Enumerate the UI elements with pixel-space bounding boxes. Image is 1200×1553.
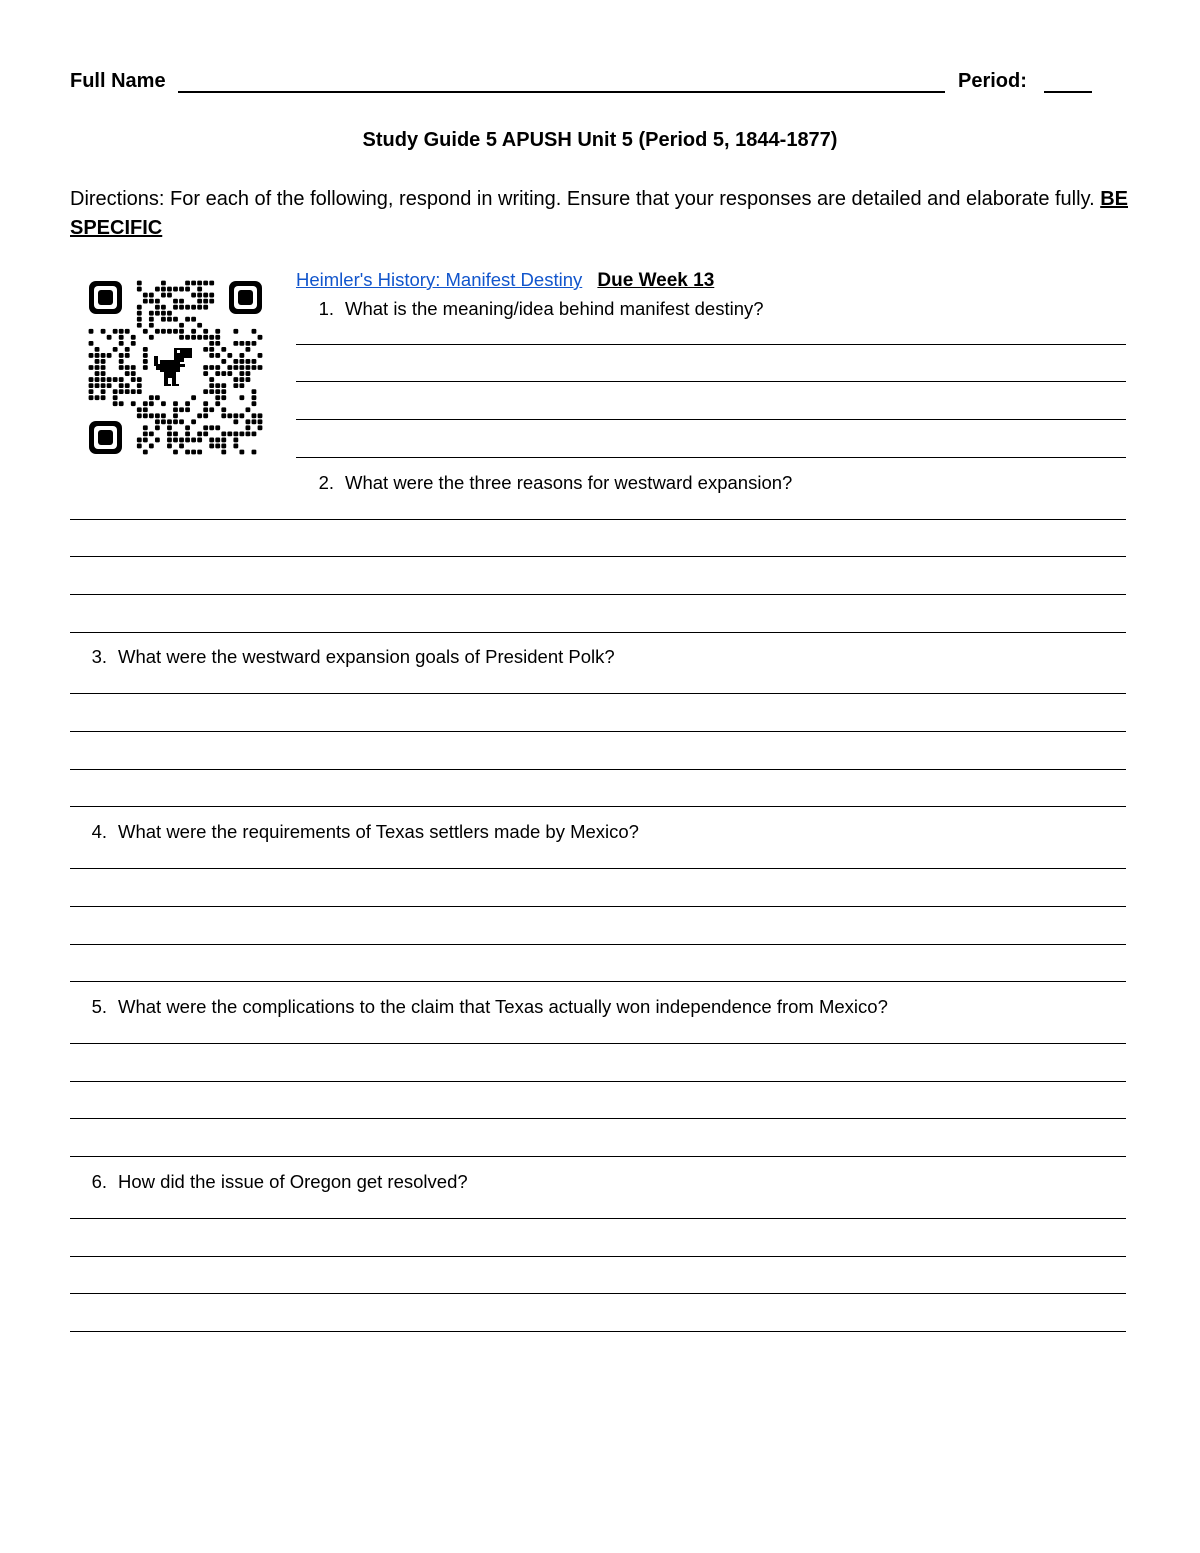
answer-line[interactable] [70, 806, 1126, 807]
directions-text: Directions: For each of the following, respond in writing. Ensure that your responses are detailed and elaborate fully. [70, 188, 1095, 210]
answer-line[interactable] [70, 594, 1126, 595]
answer-line[interactable] [70, 1218, 1126, 1219]
video-assignment [296, 269, 714, 292]
answer-line[interactable] [70, 632, 1126, 633]
question-number: 3. [91, 646, 107, 667]
answer-line[interactable] [70, 1156, 1126, 1157]
question-number: 5. [91, 996, 107, 1017]
period-field[interactable] [1044, 91, 1092, 93]
question-3 [73, 646, 615, 668]
answer-line[interactable] [70, 944, 1126, 945]
full-name-label: Full Name [70, 70, 166, 92]
answer-line[interactable] [296, 381, 1126, 382]
question-number: 6. [91, 1171, 107, 1192]
header-row [70, 70, 1130, 98]
qr-code [88, 280, 263, 455]
qr-finder-top-left [89, 281, 122, 314]
answer-line[interactable] [296, 419, 1126, 420]
answer-line[interactable] [296, 457, 1126, 458]
dinosaur-icon [150, 342, 200, 390]
answer-line[interactable] [70, 1118, 1126, 1119]
question-5 [73, 996, 888, 1018]
question-1 [300, 298, 764, 320]
qr-finder-bottom-left [89, 421, 122, 454]
answer-line[interactable] [70, 906, 1126, 907]
period-label: Period: [958, 70, 1027, 92]
answer-line[interactable] [70, 1293, 1126, 1294]
qr-finder-top-right [229, 281, 262, 314]
answer-line[interactable] [70, 1256, 1126, 1257]
question-text: What were the westward expansion goals of President Polk? [118, 646, 615, 667]
answer-line[interactable] [70, 1043, 1126, 1044]
directions-emphasis: BE SPECIFIC [70, 188, 1128, 239]
answer-line[interactable] [70, 1331, 1126, 1332]
question-text: What were the three reasons for westward expansion? [345, 472, 793, 493]
question-text: What were the complications to the claim that Texas actually won independence from Mexico? [118, 996, 888, 1017]
page-title: Study Guide 5 APUSH Unit 5 (Period 5, 1844-1877) [362, 129, 838, 151]
due-date: Due Week 13 [597, 270, 715, 291]
question-text: What were the requirements of Texas settlers made by Mexico? [118, 821, 639, 842]
answer-line[interactable] [70, 1081, 1126, 1082]
answer-line[interactable] [70, 769, 1126, 770]
answer-line[interactable] [70, 731, 1126, 732]
answer-line[interactable] [70, 519, 1126, 520]
question-number: 1. [318, 298, 334, 319]
question-text: How did the issue of Oregon get resolved? [118, 1171, 468, 1192]
qr-code-graphic [88, 280, 263, 455]
answer-line[interactable] [70, 981, 1126, 982]
question-number: 2. [318, 472, 334, 493]
question-6 [73, 1171, 468, 1193]
question-2 [300, 472, 792, 494]
directions [70, 185, 1130, 243]
video-link[interactable]: Heimler's History: Manifest Destiny [296, 269, 583, 290]
answer-line[interactable] [70, 693, 1126, 694]
question-4 [73, 821, 639, 843]
question-number: 4. [91, 821, 107, 842]
answer-line[interactable] [70, 556, 1126, 557]
answer-line[interactable] [296, 344, 1126, 345]
full-name-field[interactable] [178, 91, 945, 93]
question-text: What is the meaning/idea behind manifest destiny? [345, 298, 764, 319]
answer-line[interactable] [70, 868, 1126, 869]
